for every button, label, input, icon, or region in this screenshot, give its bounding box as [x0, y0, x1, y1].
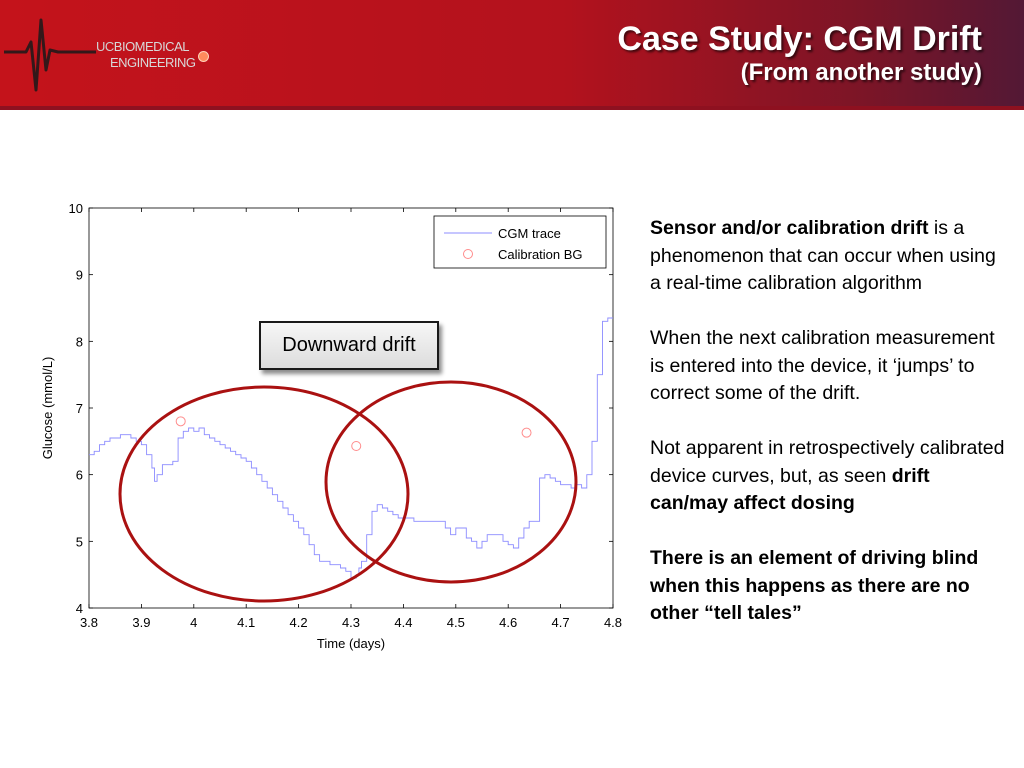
x-tick-label: 4.8: [603, 615, 623, 630]
drift-definition: is a phenomenon that can occur when using a real-time calibration algorithm: [650, 217, 996, 294]
paragraph-drift-definition: [650, 215, 1012, 298]
y-tick-label: 10: [68, 201, 83, 216]
logo-line2: ENGINEERING: [110, 55, 196, 70]
logo-prefix: UC: [96, 39, 114, 54]
y-tick-label: 9: [75, 267, 83, 283]
slide-title: Case Study: CGM Drift: [617, 20, 982, 58]
y-axis-label: Glucose (mmol/L): [40, 356, 55, 460]
x-tick-label: 4.7: [551, 615, 570, 630]
logo-word1: BIOMEDICAL: [113, 39, 189, 54]
x-tick-label: 3.9: [132, 615, 151, 630]
paragraph-driving-blind: There is an element of driving blind when this happens as there are no other “tell tales”: [650, 547, 979, 624]
drift-term: Sensor and/or calibration drift: [650, 217, 929, 239]
y-tick-label: 5: [75, 534, 83, 550]
x-tick-label: 4.4: [394, 615, 413, 630]
x-axis-label: Time (days): [316, 636, 386, 651]
downward-drift-callout: Downward drift: [259, 321, 439, 370]
slide-subtitle: (From another study): [740, 59, 982, 86]
y-tick-label: 6: [75, 467, 83, 483]
paragraph-dosing: [650, 435, 1012, 518]
text-panel: [650, 215, 1012, 655]
x-tick-label: 4.6: [499, 615, 518, 630]
legend-label-cgm: CGM trace: [498, 226, 561, 241]
legend-label-calibration: Calibration BG: [498, 247, 583, 262]
x-tick-label: 4.3: [341, 615, 361, 630]
x-tick-label: 4.1: [237, 615, 256, 630]
x-tick-label: 4.5: [446, 615, 465, 630]
dosing-lead: Not apparent in retrospectively calibrated device curves, but, as seen: [650, 437, 1005, 487]
y-tick-label: 4: [75, 601, 83, 616]
x-tick-label: 4: [190, 615, 198, 630]
x-tick-label: 3.8: [79, 615, 99, 630]
y-tick-label: 7: [75, 401, 83, 416]
x-tick-label: 4.2: [289, 615, 308, 630]
y-tick-label: 8: [75, 334, 83, 350]
dosing-emphasis: drift can/may affect dosing: [650, 464, 930, 514]
paragraph-calibration-jump: When the next calibration measurement is entered into the device, it ‘jumps’ to correct some of the drift.: [650, 327, 995, 404]
